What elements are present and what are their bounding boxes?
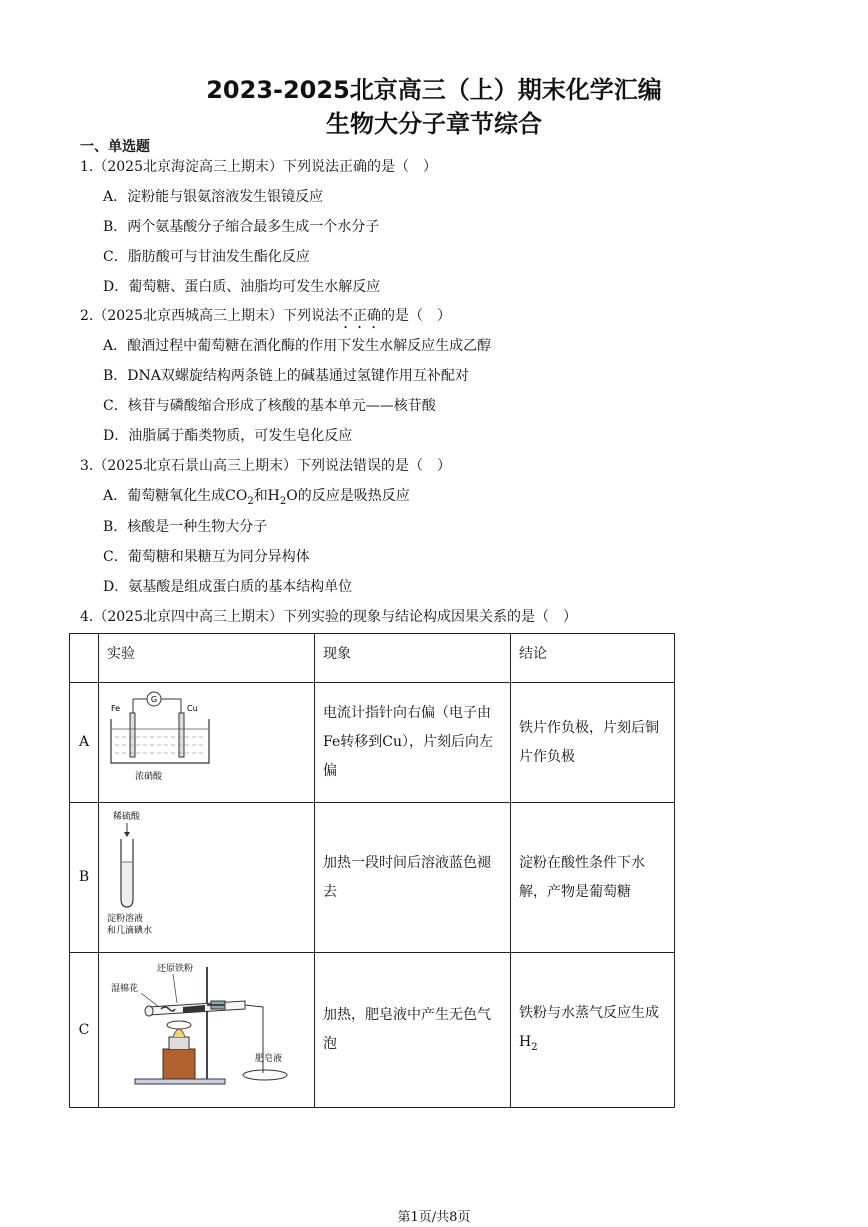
- cu-label: Cu: [187, 704, 198, 713]
- phenomenon-cell: 加热一段时间后溶液蓝色褪去: [315, 803, 511, 953]
- table-header-empty: [70, 634, 99, 683]
- solution-label-2: 和几滴碘水: [107, 926, 153, 936]
- question-2-stem: 2.（2025北京西城高三上期末）下列说法不正确的是（ ）: [80, 308, 451, 324]
- question-2-option-c: C．核苷与磷酸缩合形成了核酸的基本单元——核苷酸: [103, 398, 436, 414]
- question-4-stem: 4.（2025北京四中高三上期末）下列实验的现象与结论构成因果关系的是（ ）: [80, 609, 577, 625]
- table-row: [70, 803, 675, 953]
- table-header-cell: 现象: [315, 634, 511, 683]
- question-3-option-d: D．氨基酸是组成蛋白质的基本结构单位: [103, 579, 353, 595]
- test-tube-diagram: [105, 807, 205, 937]
- conclusion-cell: 淀粉在酸性条件下水解，产物是葡萄糖: [511, 803, 675, 953]
- document-subtitle: 生物大分子章节综合: [326, 110, 542, 138]
- figure-test-tube: [99, 803, 315, 953]
- table-row: [70, 953, 675, 1108]
- question-2-option-b: B．DNA双螺旋结构两条链上的碱基通过氢键作用互补配对: [103, 368, 469, 384]
- liquid-label: 浓硝酸: [135, 772, 163, 782]
- question-1-stem: 1.（2025北京海淀高三上期末）下列说法正确的是（ ）: [80, 159, 437, 175]
- galvanometer-label: G: [150, 695, 158, 704]
- fe-label: Fe: [111, 704, 121, 713]
- row-label: A: [70, 683, 99, 803]
- acid-label: 稀硫酸: [113, 812, 141, 822]
- table-row: [70, 683, 675, 803]
- phenomenon-cell: 电流计指针向右偏（电子由Fe转移到Cu），片刻后向左偏: [315, 683, 511, 803]
- question-1-option-a: A．淀粉能与银氨溶液发生银镜反应: [103, 189, 324, 205]
- conclusion-cell: 铁片作负极，片刻后铜片作负极: [511, 683, 675, 803]
- table-header-cell: 结论: [511, 634, 675, 683]
- iron-steam-apparatus-diagram: [105, 957, 295, 1092]
- question-3-option-c: C．葡萄糖和果糖互为同分异构体: [103, 549, 310, 565]
- conclusion-cell: 铁粉与水蒸气反应生成$H_2$: [511, 953, 675, 1108]
- solution-label: 淀粉溶液: [107, 914, 144, 924]
- iron-powder-label: 还原铁粉: [157, 964, 194, 974]
- emphasis-text: 不正确: [339, 308, 381, 324]
- question-3-option-a: A．葡萄糖氧化生成$CO_2$和$H_2O$的反应是吸热反应: [103, 488, 410, 507]
- question-3-stem: 3.（2025北京石景山高三上期末）下列说法错误的是（ ）: [80, 458, 451, 474]
- table-header-row: [70, 634, 675, 683]
- experiment-table: [69, 633, 675, 1108]
- document-title: 2023-2025北京高三（上）期末化学汇编: [206, 76, 662, 104]
- phenomenon-cell: 加热，肥皂液中产生无色气泡: [315, 953, 511, 1108]
- question-2-option-a: A．酿酒过程中葡萄糖在酒化酶的作用下发生水解反应生成乙醇: [103, 338, 492, 354]
- row-label: B: [70, 803, 99, 953]
- wet-cotton-label: 湿棉花: [111, 984, 139, 994]
- row-label: C: [70, 953, 99, 1108]
- question-1-option-c: C．脂肪酸可与甘油发生酯化反应: [103, 249, 310, 265]
- figure-iron-steam-apparatus: [99, 953, 315, 1108]
- question-1-option-d: D．葡萄糖、蛋白质、油脂均可发生水解反应: [103, 279, 381, 295]
- question-2-option-d: D．油脂属于酯类物质，可发生皂化反应: [103, 428, 353, 444]
- question-1-option-b: B．两个氨基酸分子缩合最多生成一个水分子: [103, 219, 380, 235]
- galvanic-cell-diagram: [105, 687, 215, 787]
- figure-galvanic-cell: [99, 683, 315, 803]
- question-3-option-b: B．核酸是一种生物大分子: [103, 519, 268, 535]
- page-footer: 第1页/共8页: [397, 1210, 471, 1225]
- table-header-cell: 实验: [99, 634, 315, 683]
- soap-solution-label: 肥皂液: [255, 1054, 283, 1064]
- section-heading: 一、单选题: [80, 139, 150, 155]
